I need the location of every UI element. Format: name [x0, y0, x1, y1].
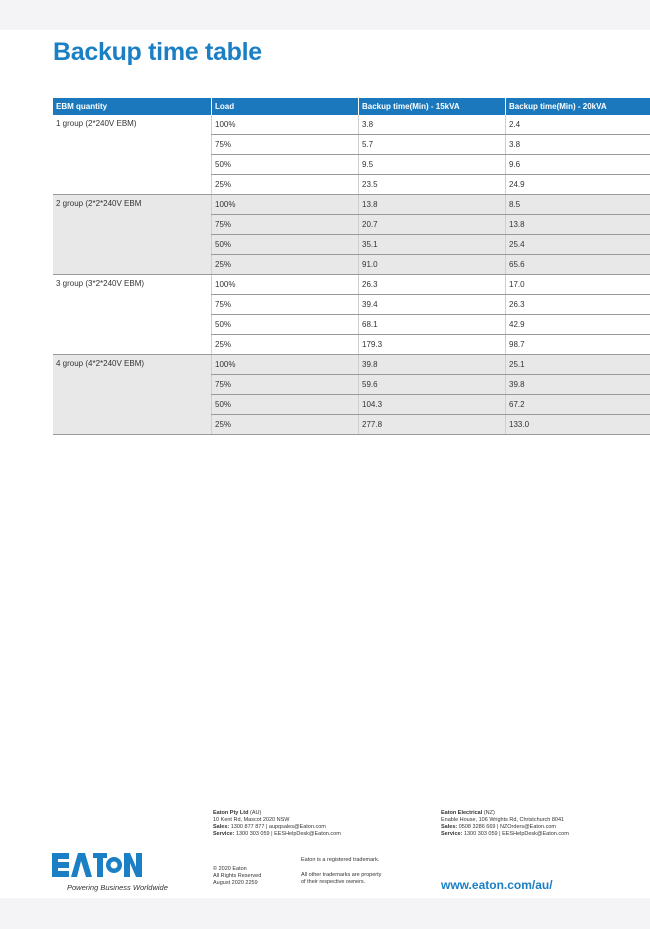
table-row — [53, 355, 650, 375]
backup-20kva-cell: 25.4 — [506, 235, 650, 255]
backup-20kva-cell: 39.8 — [506, 375, 650, 395]
au-service: 1300 303 059 | EESHelpDesk@Eaton.com — [235, 831, 341, 837]
load-cell: 25% — [212, 175, 359, 195]
header-backup-20kva: Backup time(Min) - 20kVA — [506, 98, 650, 115]
au-region: (AU) — [249, 810, 262, 816]
group-label: 1 group (2*240V EBM) — [53, 115, 212, 195]
header-backup-15kva: Backup time(Min) - 15kVA — [359, 98, 506, 115]
load-cell: 25% — [212, 255, 359, 275]
load-cell: 75% — [212, 375, 359, 395]
backup-15kva-cell: 26.3 — [359, 275, 506, 295]
header-ebm-quantity: EBM quantity — [53, 98, 212, 115]
backup-15kva-cell: 68.1 — [359, 315, 506, 335]
group-label: 4 group (4*2*240V EBM) — [53, 355, 212, 435]
load-cell: 50% — [212, 315, 359, 335]
nz-service-label: Service: — [441, 831, 463, 837]
backup-20kva-cell: 67.2 — [506, 395, 650, 415]
backup-15kva-cell: 104.3 — [359, 395, 506, 415]
backup-20kva-cell: 13.8 — [506, 215, 650, 235]
backup-20kva-cell: 9.6 — [506, 155, 650, 175]
backup-20kva-cell: 3.8 — [506, 135, 650, 155]
website-link[interactable]: www.eaton.com/au/ — [441, 878, 553, 892]
header-load: Load — [212, 98, 359, 115]
table-body — [53, 115, 650, 435]
page-title: Backup time table — [53, 38, 262, 66]
load-cell: 75% — [212, 135, 359, 155]
backup-15kva-cell: 13.8 — [359, 195, 506, 215]
footer-copyright — [213, 866, 261, 887]
other-trademarks-line1: All other trademarks are property — [301, 872, 382, 878]
footer-au-contact — [213, 810, 341, 838]
nz-region: (NZ) — [483, 810, 495, 816]
eaton-logo — [52, 851, 177, 879]
group-label: 3 group (3*2*240V EBM) — [53, 275, 212, 355]
table-row — [53, 115, 650, 135]
nz-sales: 0508 3286 669 | NZOrders@Eaton.com — [458, 824, 556, 830]
rights-text: All Rights Reserved — [213, 873, 262, 879]
backup-20kva-cell: 26.3 — [506, 295, 650, 315]
nz-address: Enable House, 106 Wrights Rd, Christchurch 8041 — [441, 817, 565, 823]
backup-15kva-cell: 39.4 — [359, 295, 506, 315]
load-cell: 100% — [212, 355, 359, 375]
backup-15kva-cell: 91.0 — [359, 255, 506, 275]
table-row — [53, 195, 650, 215]
backup-20kva-cell: 98.7 — [506, 335, 650, 355]
load-cell: 25% — [212, 335, 359, 355]
backup-20kva-cell: 42.9 — [506, 315, 650, 335]
backup-15kva-cell: 5.7 — [359, 135, 506, 155]
backup-15kva-cell: 23.5 — [359, 175, 506, 195]
load-cell: 100% — [212, 115, 359, 135]
au-address: 10 Kent Rd, Mascot 2020 NSW — [213, 817, 290, 823]
nz-sales-label: Sales: — [441, 824, 458, 830]
load-cell: 75% — [212, 215, 359, 235]
copyright-text: © 2020 Eaton — [213, 866, 247, 872]
other-trademarks-line2: of their respective owners. — [301, 879, 366, 885]
footer-nz-contact — [441, 810, 569, 838]
eaton-wordmark-icon — [52, 851, 142, 879]
load-cell: 75% — [212, 295, 359, 315]
load-cell: 100% — [212, 275, 359, 295]
backup-15kva-cell: 39.8 — [359, 355, 506, 375]
load-cell: 50% — [212, 155, 359, 175]
backup-15kva-cell: 35.1 — [359, 235, 506, 255]
backup-15kva-cell: 9.5 — [359, 155, 506, 175]
backup-time-table — [53, 98, 650, 435]
au-service-label: Service: — [213, 831, 235, 837]
backup-20kva-cell: 65.6 — [506, 255, 650, 275]
table-header-row — [53, 98, 650, 115]
backup-20kva-cell: 17.0 — [506, 275, 650, 295]
backup-20kva-cell: 2.4 — [506, 115, 650, 135]
load-cell: 50% — [212, 235, 359, 255]
backup-15kva-cell: 3.8 — [359, 115, 506, 135]
load-cell: 50% — [212, 395, 359, 415]
table-row — [53, 275, 650, 295]
trademark-text: Eaton is a registered trademark. — [301, 857, 380, 863]
backup-15kva-cell: 20.7 — [359, 215, 506, 235]
group-label: 2 group (2*2*240V EBM — [53, 195, 212, 275]
au-sales: 1300 877 877 | aupqsales@Eaton.com — [230, 824, 326, 830]
backup-20kva-cell: 133.0 — [506, 415, 650, 435]
backup-20kva-cell: 25.1 — [506, 355, 650, 375]
load-cell: 100% — [212, 195, 359, 215]
backup-20kva-cell: 8.5 — [506, 195, 650, 215]
backup-15kva-cell: 277.8 — [359, 415, 506, 435]
tagline: Powering Business Worldwide — [67, 883, 168, 892]
backup-15kva-cell: 59.6 — [359, 375, 506, 395]
backup-15kva-cell: 179.3 — [359, 335, 506, 355]
backup-20kva-cell: 24.9 — [506, 175, 650, 195]
au-company: Eaton Pty Ltd — [213, 810, 249, 816]
bottom-band — [0, 898, 650, 929]
au-sales-label: Sales: — [213, 824, 230, 830]
nz-company: Eaton Electrical — [441, 810, 483, 816]
date-code: August 2020 2259 — [213, 880, 258, 886]
footer-trademark — [301, 857, 381, 886]
nz-service: 1300 303 059 | EESHelpDesk@Eaton.com — [463, 831, 569, 837]
top-band — [0, 0, 650, 30]
load-cell: 25% — [212, 415, 359, 435]
